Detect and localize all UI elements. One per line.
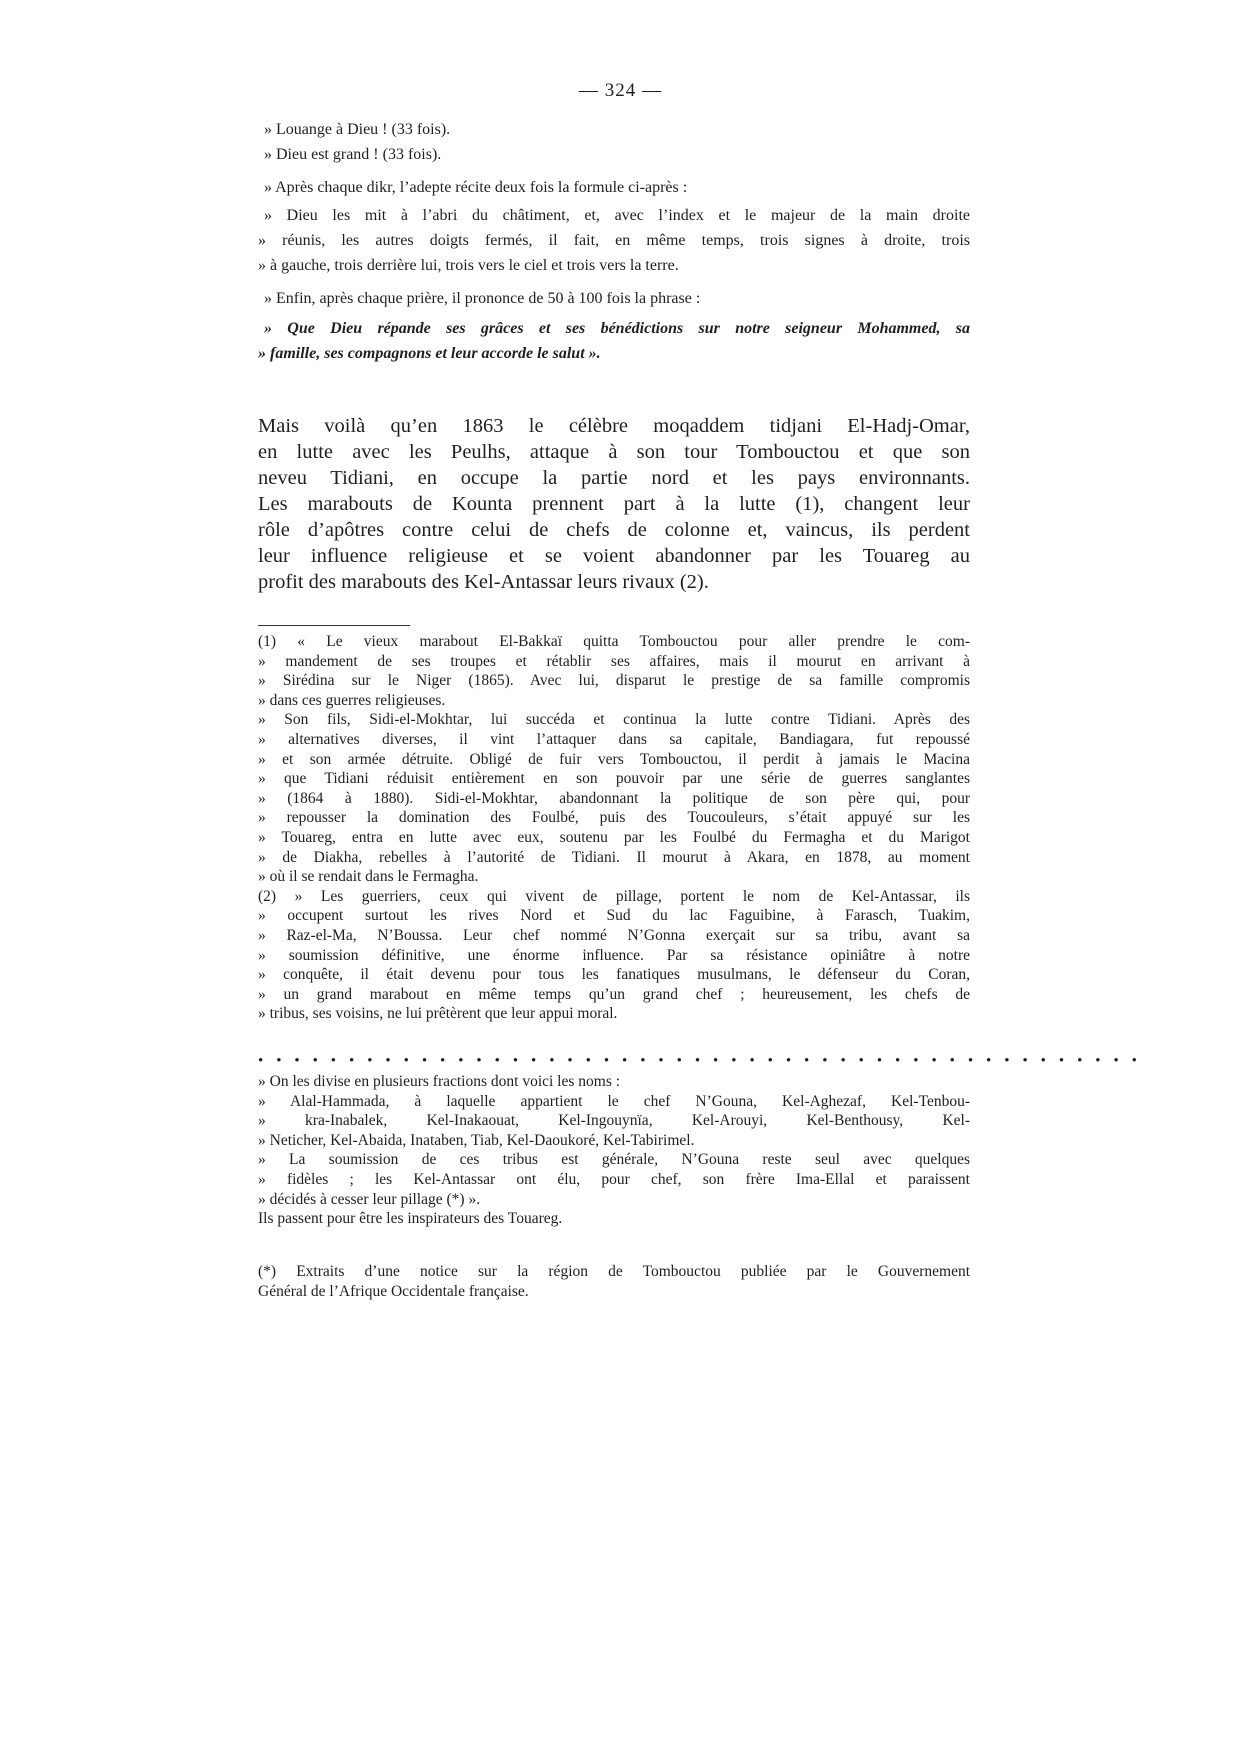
footnote-line: » Son fils, Sidi-el-Mokhtar, lui succéda et continua la lutte contre Tidiani. Après des (258, 711, 970, 729)
footnote-separator (258, 625, 410, 626)
quote-line: » Enfin, après chaque prière, il prononce de 50 à 100 fois la phrase : (264, 290, 701, 307)
footnote-line: » Touareg, entra en lutte avec eux, soutenu par les Foulbé du Fermagha et du Marigot (258, 828, 970, 846)
text-line: rôle d’apôtres contre celui de chefs de colonne et, vaincus, ils perdent (258, 519, 970, 541)
prayer-formulas (258, 117, 970, 366)
quote-line: » Que Dieu répande ses grâces et ses bénédictions sur notre seigneur Mohammed, sa (264, 320, 970, 337)
footnote-line: » tribus, ses voisins, ne lui prêtèrent que leur appui moral. (258, 1005, 618, 1023)
footnote-line: » conquête, il était devenu pour tous les fanatiques musulmans, le défenseur du Coran, (258, 966, 970, 984)
source-note (258, 1262, 970, 1302)
quote-line: » Dieu est grand ! (33 fois). (264, 146, 442, 163)
quote-line: » Louange à Dieu ! (33 fois). (264, 121, 451, 138)
footnotes-continued (258, 1072, 970, 1229)
text-line: Les marabouts de Kounta prennent part à la lutte (1), changent leur (258, 493, 970, 515)
quote-line: » Dieu les mit à l’abri du châtiment, et, avec l’index et le majeur de la main droite (264, 207, 970, 224)
ellipsis-dots: • • • • • • • • • • • • • • • • • • • • • • • • • • • • • • • • • • • • • • • • • • • • • • • • • (258, 1053, 1142, 1069)
footnote-line: » repousser la domination des Foulbé, puis des Toucouleurs, s’était appuyé sur les (258, 809, 970, 827)
footnote-line: » On les divise en plusieurs fractions dont voici les noms : (258, 1073, 621, 1090)
footnote-line: » dans ces guerres religieuses. (258, 691, 446, 709)
footnote-line: » Sirédina sur le Niger (1865). Avec lui, disparut le prestige de sa famille compromis (258, 672, 970, 690)
main-paragraph (258, 413, 970, 595)
quote-line: » Après chaque dikr, l’adepte récite deux fois la formule ci-après : (264, 179, 688, 196)
footnote-line: » un grand marabout en même temps qu’un grand chef ; heureusement, les chefs de (258, 985, 970, 1003)
footnote-line: » (1864 à 1880). Sidi-el-Mokhtar, abandonnant la politique de son père qui, pour (258, 789, 970, 807)
quote-line: » réunis, les autres doigts fermés, il fait, en même temps, trois signes à droite, trois (258, 232, 970, 249)
text-line: Mais voilà qu’en 1863 le célèbre moqaddem tidjani El-Hadj-Omar, (258, 415, 970, 437)
text-line: neveu Tidiani, en occupe la partie nord et les pays environnants. (258, 467, 970, 489)
footnote-line: » où il se rendait dans le Fermagha. (258, 868, 479, 886)
text-line: profit des marabouts des Kel-Antassar leurs rivaux (2). (258, 571, 709, 593)
footnote-line: » Raz-el-Ma, N’Boussa. Leur chef nommé N’Gonna exerçait sur sa tribu, avant sa (258, 926, 970, 944)
footnote-line: » soumission définitive, une énorme influence. Par sa résistance opiniâtre à notre (258, 946, 970, 964)
footnote-line: » fidèles ; les Kel-Antassar ont élu, pour chef, son frère Ima-Ellal et paraissent (258, 1170, 970, 1188)
footnote-line: (1) « Le vieux marabout El-Bakkaï quitta Tombouctou pour aller prendre le com- (258, 633, 970, 650)
footnote-line: (2) » Les guerriers, ceux qui vivent de pillage, portent le nom de Kel-Antassar, ils (258, 887, 970, 905)
footnote-line: » et son armée détruite. Obligé de fuir vers Tombouctou, il perdit à jamais le Macina (258, 750, 970, 768)
source-line: (*) Extraits d’une notice sur la région de Tombouctou publiée par le Gouvernement (258, 1263, 970, 1280)
source-line: Général de l’Afrique Occidentale française. (258, 1283, 529, 1300)
text-line: en lutte avec les Peulhs, attaque à son tour Tombouctou et que son (258, 441, 970, 463)
footnote-line: » kra-Inabalek, Kel-Inakaouat, Kel-Ingouynïa, Kel-Arouyi, Kel-Benthousy, Kel- (258, 1112, 970, 1130)
footnote-line: » mandement de ses troupes et rétablir ses affaires, mais il mourut en arrivant à (258, 652, 970, 670)
quote-line: » famille, ses compagnons et leur accorde le salut ». (258, 345, 601, 362)
footnote-line: » de Diakha, rebelles à l’autorité de Tidiani. Il mourut à Akara, en 1878, au moment (258, 848, 970, 866)
footnote-line: Ils passent pour être les inspirateurs des Touareg. (258, 1210, 563, 1228)
footnotes (258, 632, 970, 1024)
quote-line: » à gauche, trois derrière lui, trois vers le ciel et trois vers la terre. (258, 257, 679, 274)
footnote-line: » occupent surtout les rives Nord et Sud du lac Faguibine, à Farasch, Tuakim, (258, 907, 970, 925)
footnote-line: » décidés à cesser leur pillage (*) ». (258, 1190, 481, 1208)
footnote-line: » Neticher, Kel-Abaida, Inataben, Tiab, Kel-Daoukoré, Kel-Tabirimel. (258, 1131, 695, 1149)
footnote-line: » alternatives diverses, il vint l’attaquer dans sa capitale, Bandiagara, fut repoussé (258, 730, 970, 748)
footnote-line: » Alal-Hammada, à laquelle appartient le chef N’Gouna, Kel-Aghezaf, Kel-Tenbou- (258, 1092, 970, 1110)
page-number: — 324 — (579, 80, 662, 101)
footnote-line: » que Tidiani réduisit entièrement en son pouvoir par une série de guerres sanglantes (258, 770, 970, 788)
text-line: leur influence religieuse et se voient abandonner par les Touareg au (258, 545, 970, 567)
footnote-line: » La soumission de ces tribus est générale, N’Gouna reste seul avec quelques (258, 1151, 970, 1169)
